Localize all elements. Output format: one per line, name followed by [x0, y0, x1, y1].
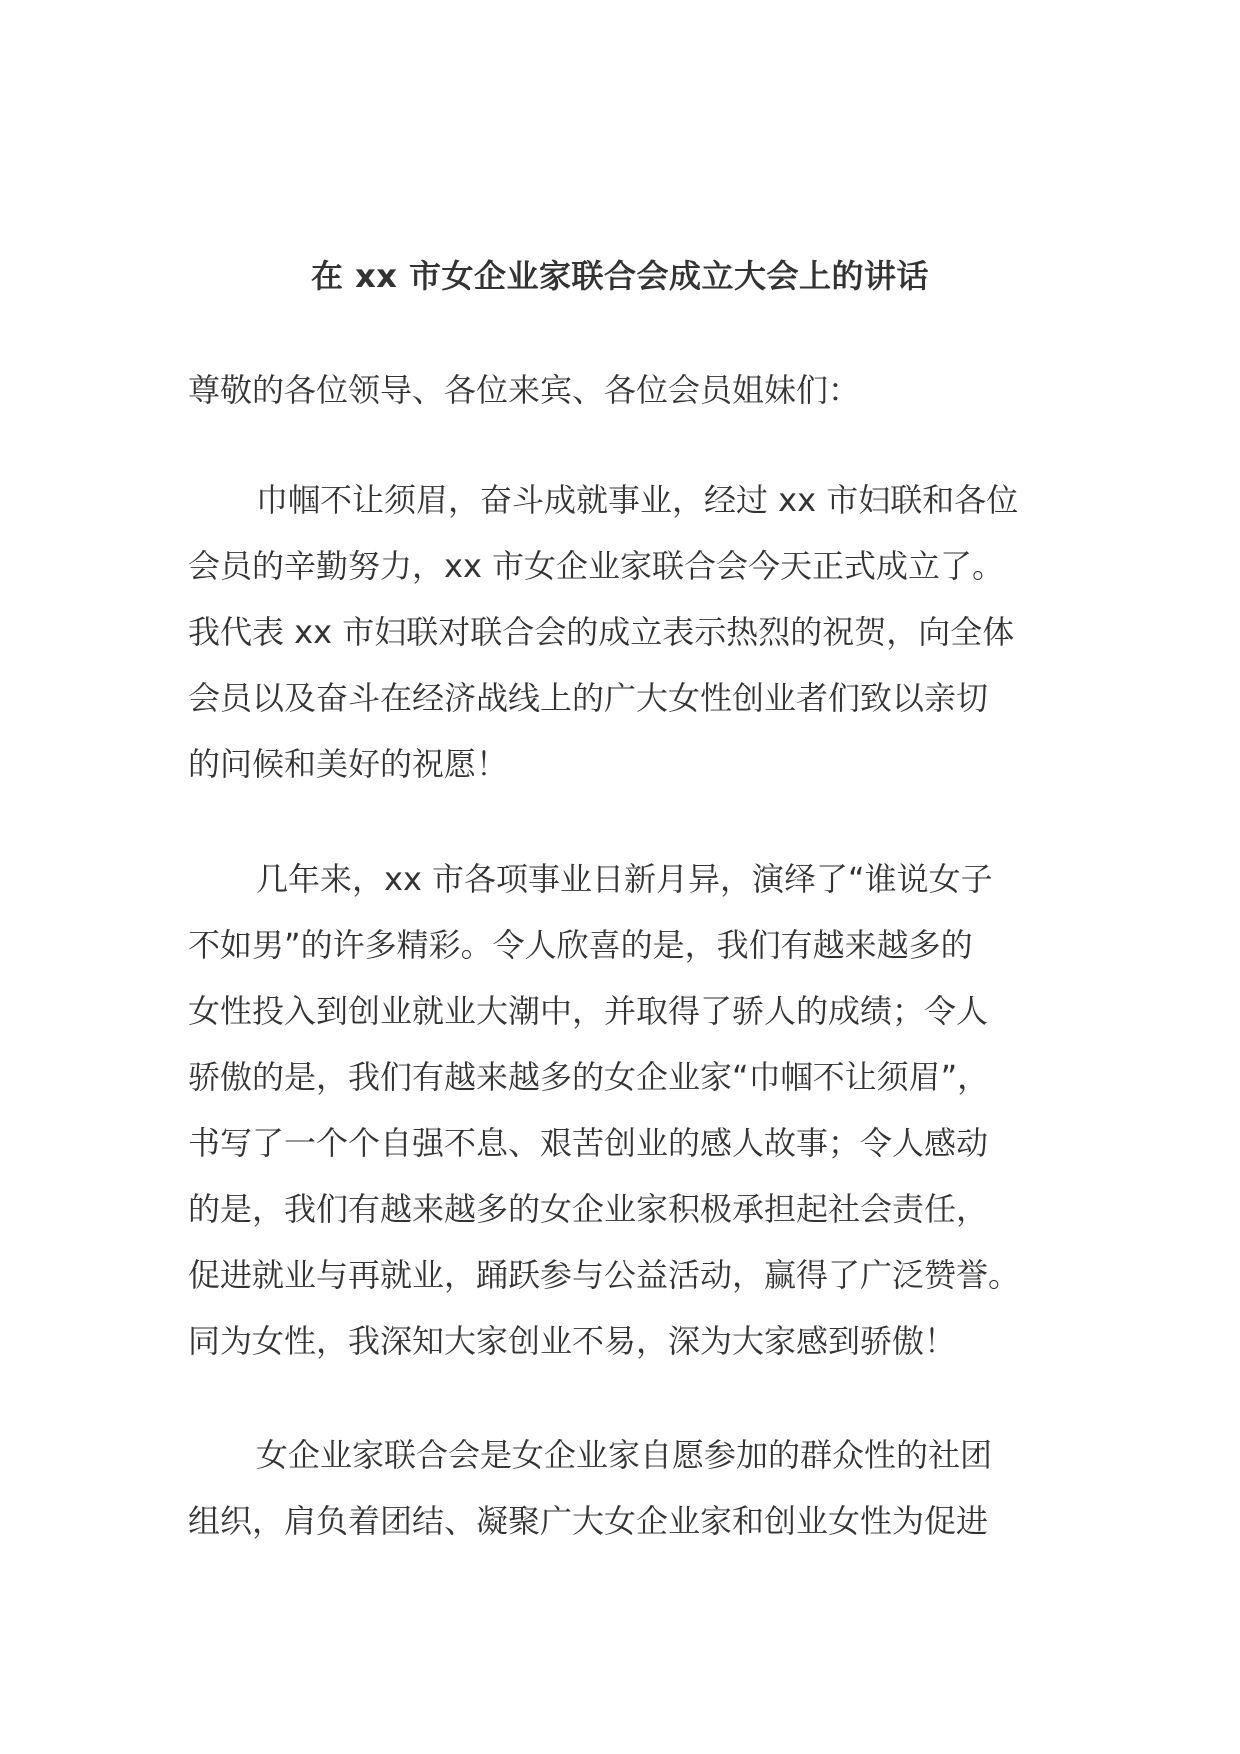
- document-title: 在 xx 市女企业家联合会成立大会上的讲话: [310, 257, 930, 295]
- paragraph-2: [188, 846, 1068, 1374]
- paragraph-line: 我代表 xx 市妇联对联合会的成立表示热烈的祝贺，向全体: [188, 613, 1015, 651]
- paragraph-line: 女企业家联合会是女企业家自愿参加的群众性的社团: [256, 1436, 993, 1474]
- paragraph-line: 骄傲的是，我们有越来越多的女企业家“巾帼不让须眉”，: [188, 1058, 990, 1096]
- paragraph-line: 几年来，xx 市各项事业日新月异，演绎了“谁说女子: [256, 860, 993, 898]
- paragraph-line: 女性投入到创业就业大潮中，并取得了骄人的成绩；令人: [188, 992, 989, 1030]
- paragraph-line: 促进就业与再就业，踊跃参与公益活动，赢得了广泛赞誉。: [188, 1256, 1021, 1294]
- paragraph-line: 巾帼不让须眉，奋斗成就事业，经过 xx 市妇联和各位: [256, 481, 1019, 519]
- paragraph-3: [188, 1422, 1068, 1554]
- paragraph-line: 的问候和美好的祝愿！: [188, 745, 509, 783]
- paragraph-line: 不如男”的许多精彩。令人欣喜的是，我们有越来越多的: [188, 926, 973, 964]
- paragraph-line: 会员的辛勤努力，xx 市女企业家联合会今天正式成立了。: [188, 547, 1005, 585]
- paragraph-1: [188, 467, 1068, 797]
- paragraph-line: 会员以及奋斗在经济战线上的广大女性创业者们致以亲切: [188, 679, 989, 717]
- paragraph-line: 书写了一个个自强不息、艰苦创业的感人故事；令人感动: [188, 1124, 989, 1162]
- paragraph-line: 同为女性，我深知大家创业不易，深为大家感到骄傲！: [188, 1322, 957, 1360]
- paragraph-line: 组织，肩负着团结、凝聚广大女企业家和创业女性为促进: [188, 1502, 989, 1540]
- salutation: 尊敬的各位领导、各位来宾、各位会员姐妹们：: [188, 371, 861, 409]
- paragraph-line: 的是，我们有越来越多的女企业家积极承担起社会责任，: [188, 1190, 989, 1228]
